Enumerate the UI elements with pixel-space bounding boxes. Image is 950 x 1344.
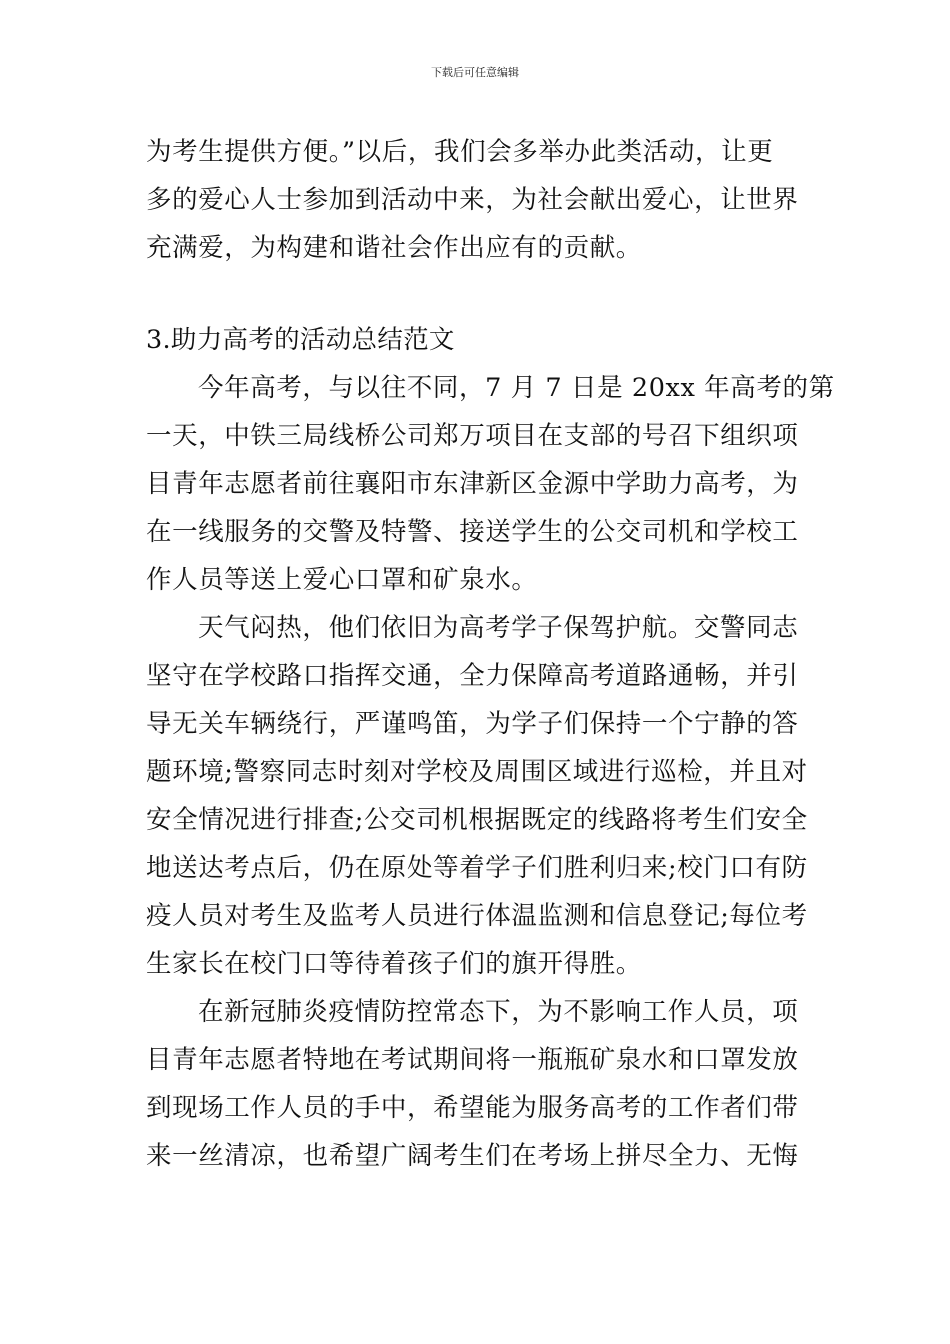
text-line: 在一线服务的交警及特警、接送学生的公交司机和学校工 [146,517,799,547]
text-line: 地送达考点后，仍在原处等着学子们胜利归来;校门口有防 [146,853,808,883]
text-line: 到现场工作人员的手中，希望能为服务高考的工作者们带 [146,1093,799,1123]
page-header: 下载后可任意编辑 [431,66,519,79]
text-line: 目青年志愿者特地在考试期间将一瓶瓶矿泉水和口罩发放 [146,1045,799,1075]
section-heading: 3.助力高考的活动总结范文 [146,325,455,355]
text-line: 作人员等送上爱心口罩和矿泉水。 [146,565,538,595]
paragraph-first-line: 天气闷热，他们依旧为高考学子保驾护航。交警同志 [198,613,799,643]
text-line: 生家长在校门口等待着孩子们的旗开得胜。 [146,949,642,979]
paragraph-first-line: 在新冠肺炎疫情防控常态下，为不影响工作人员，项 [198,997,799,1027]
text-line: 目青年志愿者前往襄阳市东津新区金源中学助力高考，为 [146,469,799,499]
text-line: 充满爱，为构建和谐社会作出应有的贡献。 [146,233,642,263]
text-line: 导无关车辆绕行，严谨鸣笛，为学子们保持一个宁静的答 [146,709,799,739]
text-line: 一天，中铁三局线桥公司郑万项目在支部的号召下组织项 [146,421,799,451]
text-line: 题环境;警察同志时刻对学校及周围区域进行巡检，并且对 [146,757,808,787]
document-body [146,128,835,1180]
text-line: 安全情况进行排查;公交司机根据既定的线路将考生们安全 [146,805,808,835]
text-line: 坚守在学校路口指挥交通，全力保障高考道路通畅，并引 [146,661,799,691]
text-line: 为考生提供方便。”以后，我们会多举办此类活动，让更 [146,137,774,167]
text-line: 疫人员对考生及监考人员进行体温监测和信息登记;每位考 [146,901,808,931]
paragraph-first-line: 今年高考，与以往不同，7 月 7 日是 20xx 年高考的第 [198,373,835,403]
text-line: 来一丝清凉，也希望广阔考生们在考场上拼尽全力、无悔 [146,1141,799,1171]
text-line: 多的爱心人士参加到活动中来，为社会献出爱心，让世界 [146,185,799,215]
